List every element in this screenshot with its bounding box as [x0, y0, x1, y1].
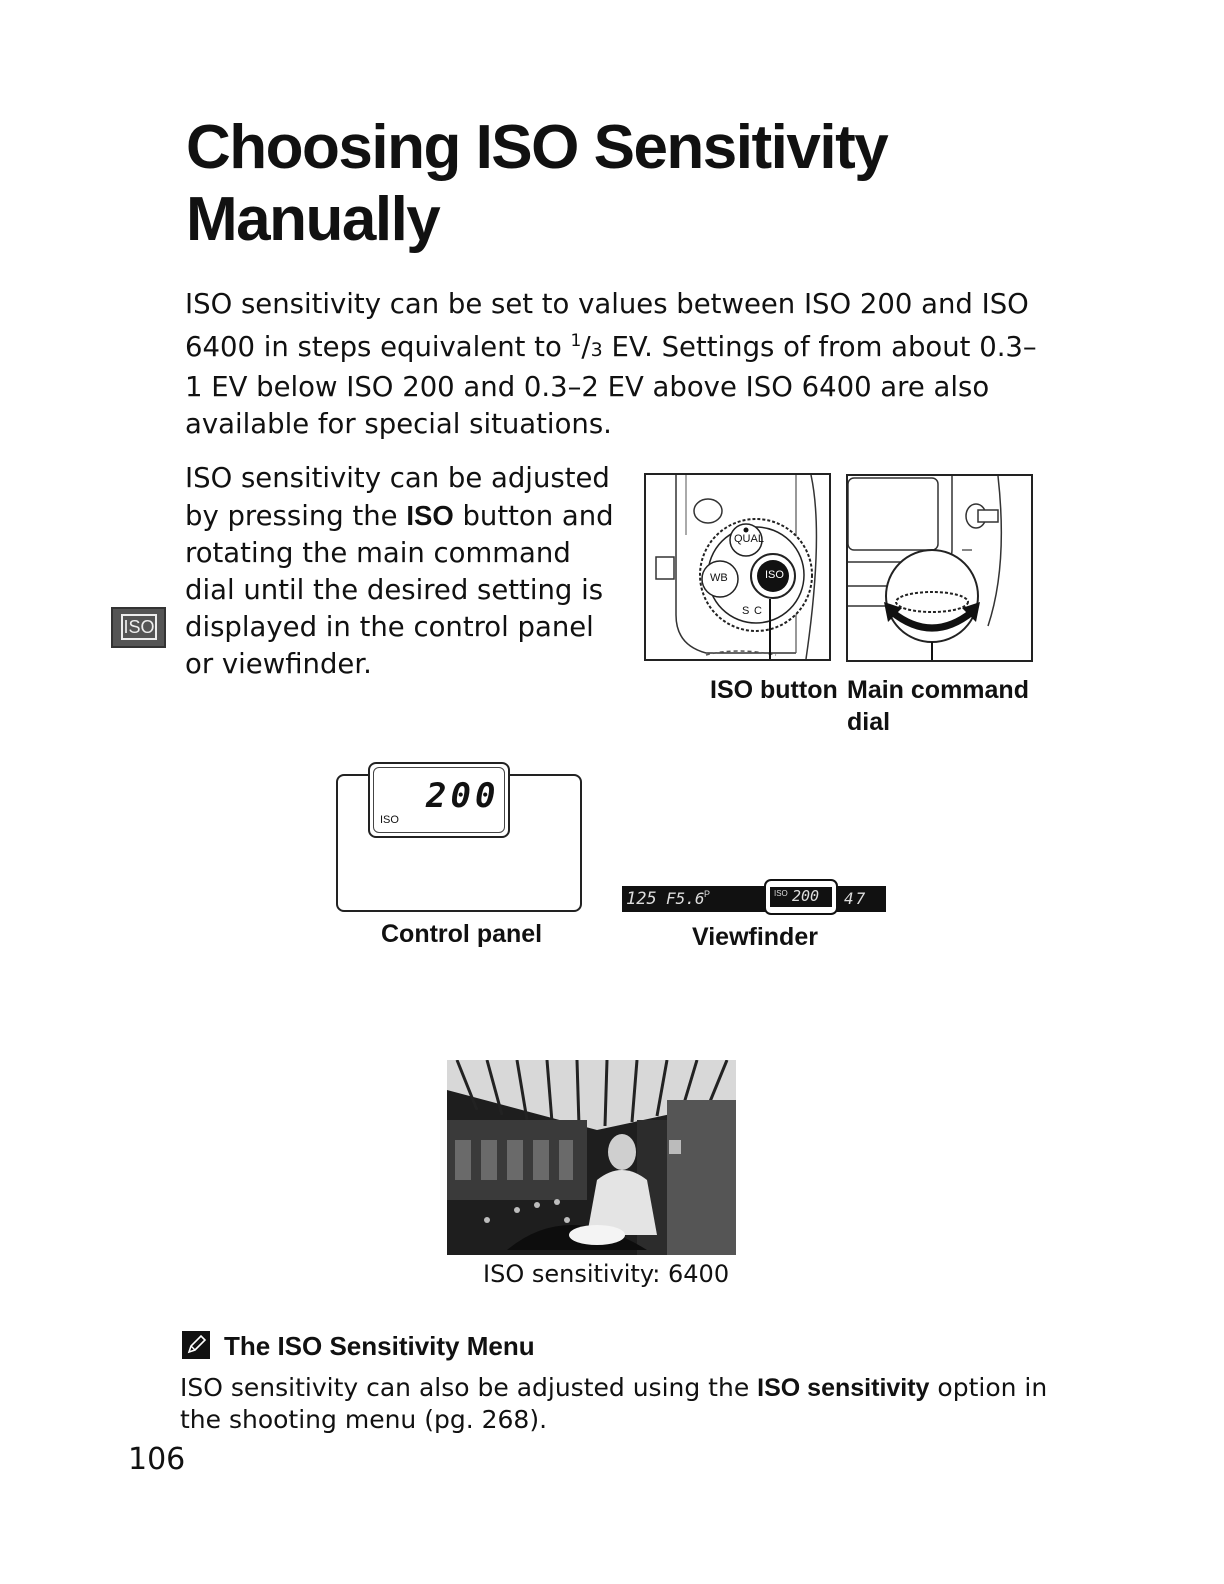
fraction-denominator: 3 [590, 339, 603, 362]
control-panel-iso-indicator: ISO [380, 814, 399, 826]
instruction-paragraph [185, 460, 625, 683]
viewfinder-caption: Viewfinder [692, 923, 818, 951]
control-panel-iso-value: 200 [426, 776, 500, 816]
intro-paragraph: ISO sensitivity can be set to values between ISO 200 and ISO 6400 in steps equivalent to $^1$/3 EV. Settings of from about 0.3–1 EV below ISO 200 and 0.3–2 EV above ISO 6400 are also available for special situations. [185, 288, 1037, 441]
viewfinder-iso-box [769, 886, 833, 908]
s-mode-label: S [742, 605, 750, 617]
iso-button-label: ISO [765, 569, 784, 581]
intro-text-a: ISO sensitivity can be set to values between ISO 200 and ISO 6400 in steps equivalent to [185, 288, 1029, 364]
note-heading-text: The ISO Sensitivity Menu [224, 1331, 535, 1361]
iso-button-illustration [644, 473, 831, 661]
control-panel-caption: Control panel [381, 920, 543, 948]
command-dial-drawing [848, 476, 1031, 660]
iso-button-name: ISO [406, 500, 454, 531]
page-title-line-1: Choosing ISO Sensitivity [186, 113, 888, 182]
viewfinder-aperture: F5.6 [666, 889, 705, 908]
sample-photo-caption: ISO sensitivity: 6400 [483, 1260, 730, 1288]
page-number: 106 [128, 1442, 186, 1477]
instruction-text-b: button and rotating the main command dial until the desired setting is displayed in the control panel or viewfinder. [185, 500, 614, 680]
pencil-icon [182, 1331, 210, 1359]
side-tab-label: ISO [121, 614, 157, 640]
main-command-dial-caption: Main command dial [847, 676, 1029, 736]
page-title [186, 112, 1086, 256]
camera-top-buttons-drawing [646, 475, 829, 659]
command-dial-illustration [846, 474, 1033, 662]
viewfinder-mode: P [704, 889, 711, 899]
iso-button-caption: ISO button [710, 676, 838, 704]
viewfinder-remaining-exposures: 47 [844, 889, 868, 908]
viewfinder-iso-indicator: ISO [774, 889, 788, 898]
c-mode-label: C [754, 605, 762, 617]
note-body [180, 1372, 1060, 1436]
qual-button-label: QUAL [734, 533, 764, 545]
viewfinder-illustration [622, 879, 886, 915]
note-text-b: option in the shooting menu (pg. 268). [180, 1373, 1048, 1434]
page-title-line-2: Manually [186, 185, 440, 254]
control-panel-illustration [336, 762, 584, 914]
viewfinder-shutter-speed: 125 [626, 889, 657, 909]
note-text-a: ISO sensitivity can also be adjusted using the [180, 1373, 758, 1402]
viewfinder-iso-value: 200 [792, 887, 820, 905]
fraction-numerator: 1 [570, 331, 582, 351]
viewfinder-iso-highlight [764, 879, 838, 915]
restaurant-photo-drawing [447, 1060, 736, 1255]
note-heading [182, 1328, 535, 1364]
sample-photo-iso-6400 [447, 1060, 736, 1255]
wb-button-label: WB [710, 572, 728, 584]
iso-side-tab [111, 607, 166, 648]
control-panel-lcd [368, 762, 510, 838]
instruction-text-a: ISO sensitivity can be adjusted by pressing the [185, 462, 610, 532]
iso-sensitivity-option: ISO sensitivity [757, 1374, 930, 1402]
intro-text-b: EV. Settings of from about 0.3–1 EV below ISO 200 and 0.3–2 EV above ISO 6400 are also available for special situations. [185, 331, 1037, 441]
